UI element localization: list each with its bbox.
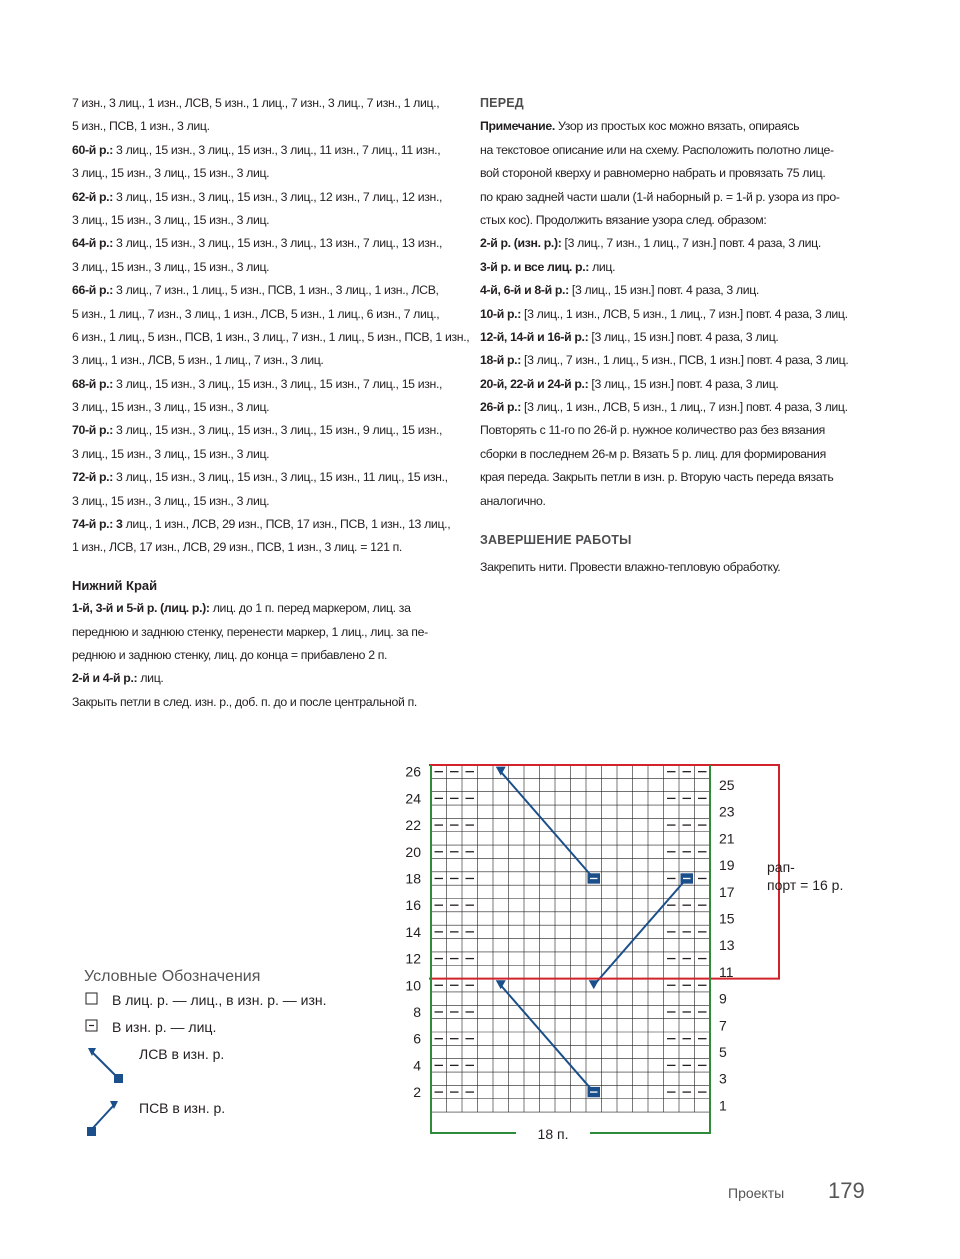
- stitch-count-label: 18 п.: [537, 1126, 569, 1142]
- row-text: [3 лиц., 15 изн.] повт. 4 раза, 3 лиц.: [568, 283, 760, 298]
- row-text: [3 лиц., 7 изн., 1 лиц., 5 изн., ПСВ, 1 изн.] повт. 4 раза, 3 лиц.: [520, 353, 849, 368]
- row-label: 12-й, 14-й и 16-й р.:: [480, 329, 589, 344]
- row-number-left: 26: [405, 763, 421, 780]
- row-text: вой стороной кверху и равномерно набрать и провязать 75 лиц.: [480, 166, 826, 181]
- row-text: [3 лиц., 1 изн., ЛСВ, 5 изн., 1 лиц., 7 изн.] повт. 4 раза, 3 лиц.: [520, 400, 848, 415]
- row-text: [3 лиц., 15 изн.] повт. 4 раза, 3 лиц.: [588, 376, 779, 391]
- row-text: Закрыть петли в след. изн. р., доб. п. до и после центральной п.: [72, 694, 417, 709]
- row-label: Примечание.: [480, 119, 555, 134]
- legend-purl-label: В изн. р. — лиц.: [112, 1019, 217, 1035]
- row-text: переднюю и заднюю стенку, перенести маркер, 1 лиц., лиц. за пе-: [72, 624, 428, 639]
- row-text: по краю задней части шали (1-й наборный р. = 1-й р. узора из про-: [480, 189, 840, 204]
- row-number-left: 12: [405, 950, 421, 967]
- row-number-left: 16: [405, 897, 421, 914]
- row-text: Узор из простых кос можно вязать, опираясь: [554, 119, 800, 134]
- row-text: 3 лиц., 15 изн., 3 лиц., 15 изн., 3 лиц.: [72, 400, 270, 415]
- row-text: 1 изн., ЛСВ, 17 изн., ЛСВ, 29 изн., ПСВ, 1 изн., 3 лиц. = 121 п.: [72, 540, 402, 555]
- row-text: 3 лиц., 15 изн., 3 лиц., 15 изн., 3 лиц.: [72, 259, 270, 274]
- row-text: края переда. Закрыть петли в изн. р. Вторую часть переда вязать: [480, 470, 834, 485]
- row-number-right: 7: [719, 1017, 727, 1034]
- page-number: 179: [828, 1178, 865, 1203]
- front-heading: ПЕРЕД: [480, 96, 524, 110]
- row-label: 74-й р.: 3: [72, 517, 123, 532]
- legend-psv-label: ПСВ в изн. р.: [139, 1100, 226, 1116]
- row-label: 20-й, 22-й и 24-й р.:: [480, 376, 589, 391]
- row-label: 60-й р.:: [72, 142, 113, 157]
- row-number-right: 3: [719, 1070, 727, 1087]
- finishing-heading: ЗАВЕРШЕНИЕ РАБОТЫ: [480, 533, 632, 548]
- row-number-left: 6: [413, 1030, 421, 1047]
- row-number-right: 5: [719, 1044, 727, 1061]
- row-label: 2-й и 4-й р.:: [72, 671, 138, 686]
- row-number-right: 21: [719, 830, 735, 847]
- row-text: [3 лиц., 1 изн., ЛСВ, 5 изн., 1 лиц., 7 изн.] повт. 4 раза, 3 лиц.: [520, 306, 848, 321]
- row-text: лиц. до 1 п. перед маркером, лиц. за: [209, 601, 411, 616]
- row-text: на текстовое описание или на схему. Расположить полотно лице-: [480, 142, 834, 157]
- row-text: 3 лиц., 15 изн., 3 лиц., 15 изн., 3 лиц., 12 изн., 7 лиц., 12 изн.,: [112, 189, 443, 204]
- row-text: 3 лиц., 15 изн., 3 лиц., 15 изн., 3 лиц.: [72, 446, 270, 461]
- row-text: 5 изн., ПСВ, 1 изн., 3 лиц.: [72, 119, 210, 134]
- row-label: 68-й р.:: [72, 376, 113, 391]
- row-label: 64-й р.:: [72, 236, 113, 251]
- row-text: 3 лиц., 15 изн., 3 лиц., 15 изн., 3 лиц.: [72, 493, 270, 508]
- row-text: 3 лиц., 15 изн., 3 лиц., 15 изн., 3 лиц., 11 изн., 7 лиц., 11 изн.,: [112, 142, 441, 157]
- row-text: [3 лиц., 7 изн., 1 лиц., 7 изн.] повт. 4 раза, 3 лиц.: [561, 236, 821, 251]
- row-text: 3 лиц., 15 изн., 3 лиц., 15 изн., 3 лиц., 15 изн., 9 лиц., 15 изн.,: [112, 423, 443, 438]
- legend-knit-label: В лиц. р. — лиц., в изн. р. — изн.: [112, 992, 327, 1008]
- row-text: 3 лиц., 15 изн., 3 лиц., 15 изн., 3 лиц., 15 изн., 7 лиц., 15 изн.,: [112, 376, 443, 391]
- row-text: сборки в последнем 26-м р. Вязать 5 р. лиц. для формирования: [480, 446, 826, 461]
- row-text: 5 изн., 1 лиц., 7 изн., 3 лиц., 1 изн., ЛСВ, 5 изн., 1 лиц., 6 изн., 7 лиц.,: [72, 306, 440, 321]
- row-number-right: 19: [719, 857, 735, 874]
- row-label: 3-й р. и все лиц. р.:: [480, 259, 590, 274]
- row-text: 3 лиц., 15 изн., 3 лиц., 15 изн., 3 лиц.: [72, 212, 270, 227]
- row-text: Закрепить нити. Провести влажно-тепловую обработку.: [480, 560, 781, 575]
- row-number-right: 9: [719, 990, 727, 1007]
- row-label: 66-й р.:: [72, 283, 113, 298]
- row-number-left: 14: [405, 923, 421, 940]
- lower-edge-heading: Нижний Край: [72, 577, 158, 593]
- row-number-left: 2: [413, 1084, 421, 1101]
- row-number-left: 18: [405, 870, 421, 887]
- row-number-left: 20: [405, 843, 421, 860]
- row-number-right: 23: [719, 803, 735, 820]
- legend-title: Условные Обозначения: [84, 968, 261, 985]
- row-text: 3 лиц., 7 изн., 1 лиц., 5 изн., ПСВ, 1 изн., 3 лиц., 1 изн., ЛСВ,: [112, 283, 439, 298]
- row-text: 3 лиц., 1 изн., ЛСВ, 5 изн., 1 лиц., 7 изн., 3 лиц.: [72, 353, 324, 368]
- row-text: 3 лиц., 15 изн., 3 лиц., 15 изн., 3 лиц., 13 изн., 7 лиц., 13 изн.,: [112, 236, 443, 251]
- row-number-left: 24: [405, 790, 421, 807]
- row-text: лиц., 1 изн., ЛСВ, 29 изн., ПСВ, 17 изн., ПСВ, 1 изн., 13 лиц.,: [122, 517, 451, 532]
- row-label: 26-й р.:: [480, 400, 521, 415]
- row-text: 6 изн., 1 лиц., 5 изн., ПСВ, 1 изн., 3 лиц., 7 изн., 1 лиц., 5 изн., ПСВ, 1 изн.,: [72, 329, 470, 344]
- row-number-right: 13: [719, 937, 735, 954]
- row-number-right: 25: [719, 777, 735, 794]
- row-text: 3 лиц., 15 изн., 3 лиц., 15 изн., 3 лиц., 15 изн., 11 лиц., 15 изн.,: [112, 470, 448, 485]
- row-number-left: 22: [405, 817, 421, 834]
- row-number-left: 10: [405, 977, 421, 994]
- row-number-right: 17: [719, 883, 735, 900]
- row-number-right: 1: [719, 1097, 727, 1114]
- row-text: [3 лиц., 15 изн.] повт. 4 раза, 3 лиц.: [588, 329, 779, 344]
- row-number-right: 15: [719, 910, 735, 927]
- row-label: 72-й р.:: [72, 470, 113, 485]
- row-number-right: 11: [719, 963, 734, 980]
- row-text: лиц.: [589, 259, 616, 274]
- row-number-left: 8: [413, 1003, 421, 1020]
- row-label: 70-й р.:: [72, 423, 113, 438]
- row-label: 1-й, 3-й и 5-й р. (лиц. р.):: [72, 601, 210, 616]
- row-text: реднюю и заднюю стенку, лиц. до конца = прибавлено 2 п.: [72, 647, 388, 662]
- row-text: 7 изн., 3 лиц., 1 изн., ЛСВ, 5 изн., 1 лиц., 7 изн., 3 лиц., 7 изн., 1 лиц.,: [72, 96, 440, 110]
- row-text: лиц.: [137, 671, 164, 686]
- repeat-label: порт = 16 р.: [767, 877, 844, 893]
- row-text: 3 лиц., 15 изн., 3 лиц., 15 изн., 3 лиц.: [72, 166, 270, 181]
- row-label: 2-й р. (изн. р.):: [480, 236, 562, 251]
- row-label: 18-й р.:: [480, 353, 521, 368]
- row-text: стых кос). Продолжить вязание узора след. образом:: [480, 212, 767, 227]
- row-text: аналогично.: [480, 493, 546, 508]
- row-label: 62-й р.:: [72, 189, 113, 204]
- row-text: Повторять с 11-го по 26-й р. нужное количество раз без вязания: [480, 423, 825, 438]
- legend-lsv-label: ЛСВ в изн. р.: [139, 1046, 225, 1062]
- row-label: 4-й, 6-й и 8-й р.:: [480, 283, 569, 298]
- row-number-left: 4: [413, 1057, 421, 1074]
- repeat-label: рап-: [767, 859, 795, 875]
- footer-section: Проекты: [728, 1185, 785, 1201]
- row-label: 10-й р.:: [480, 306, 521, 321]
